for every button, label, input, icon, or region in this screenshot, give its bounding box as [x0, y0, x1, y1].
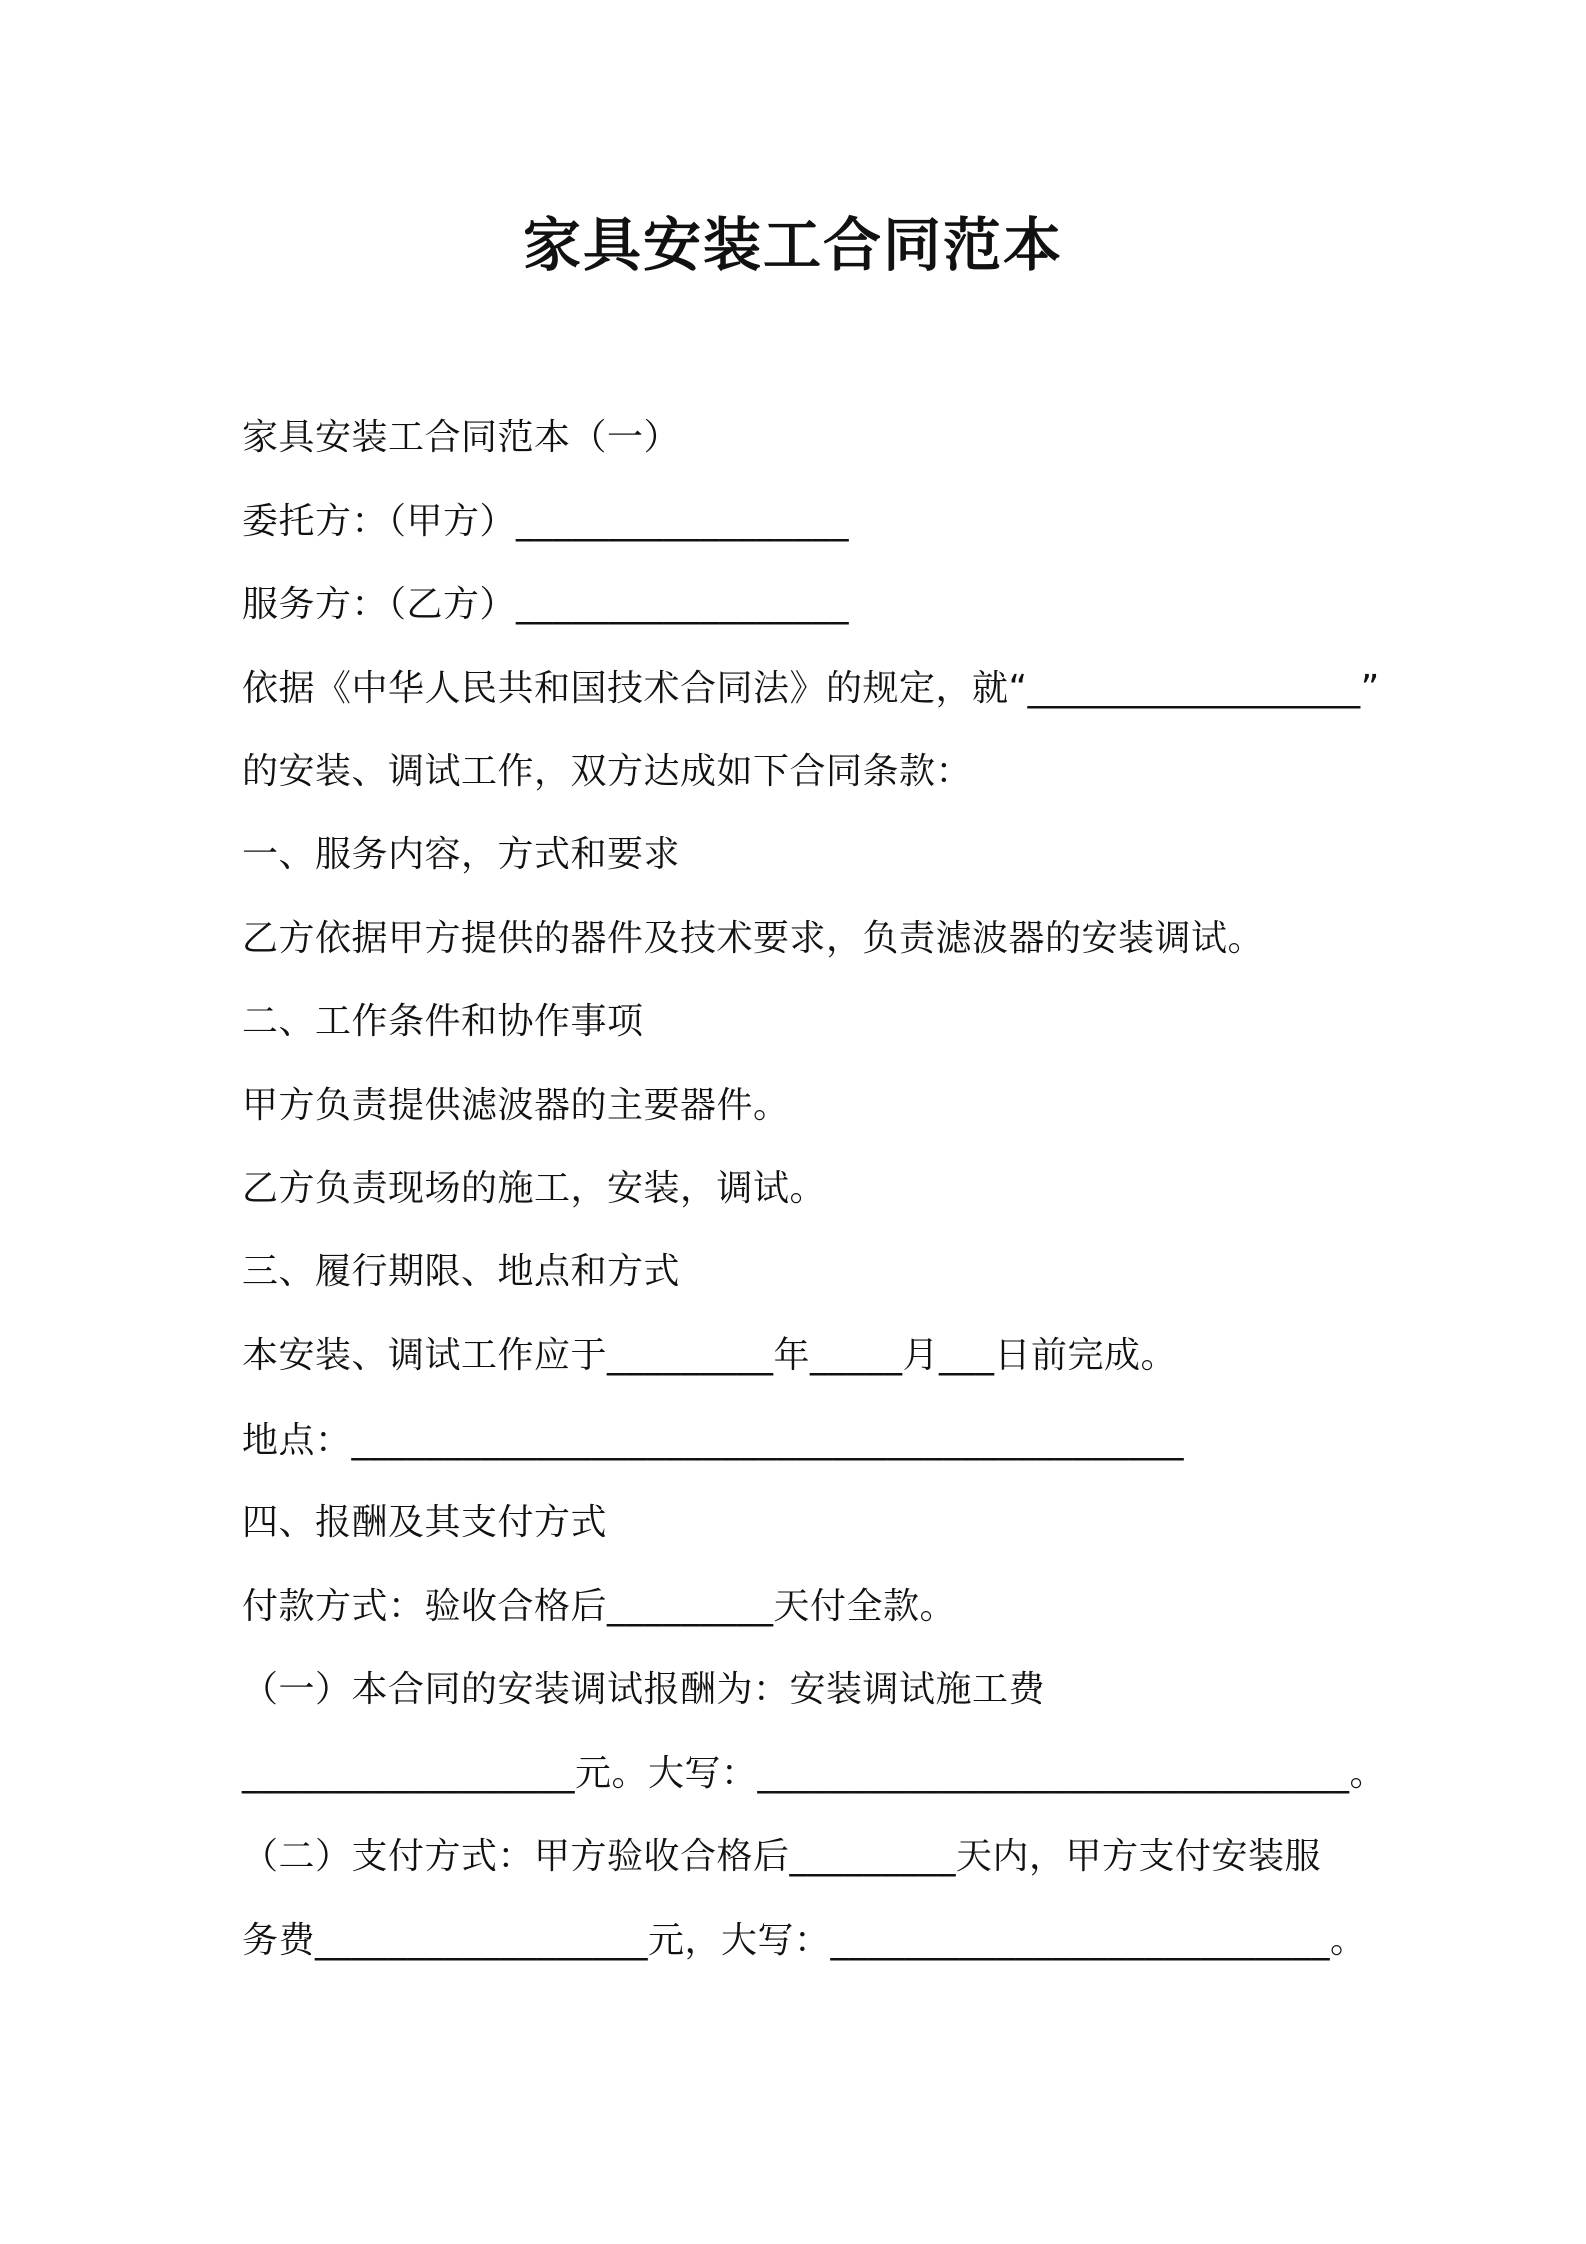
clause-heading-term-location: 三、履行期限、地点和方式	[242, 1251, 681, 1292]
payment-item-one-line: （一）本合同的安装调试报酬为：安装调试施工费	[242, 1669, 1046, 1710]
work-conditions-text-a: 甲方负责提供滤波器的主要器件。	[242, 1085, 790, 1126]
client-party-line: 委托方：（甲方）__________________	[242, 501, 850, 542]
payment-item-one-amount: __________________元。大写：________________________________。	[242, 1753, 1386, 1794]
payment-method-line: 付款方式：验收合格后_________天付全款。	[242, 1586, 957, 1627]
section-heading-contract-one: 家具安装工合同范本（一）	[242, 417, 681, 458]
location-line: 地点：_____________________________________________	[242, 1420, 1185, 1461]
payment-item-two-amount: 务费__________________元，大写：___________________________。	[242, 1920, 1367, 1961]
clause-heading-service-content: 一、服务内容，方式和要求	[242, 834, 681, 875]
work-conditions-text-b: 乙方负责现场的施工，安装，调试。	[242, 1168, 827, 1209]
completion-date-line: 本安装、调试工作应于_________年_____月___日前完成。	[242, 1335, 1178, 1376]
document-title: 家具安装工合同范本	[522, 211, 1063, 279]
service-content-text: 乙方依据甲方提供的器件及技术要求，负责滤波器的安装调试。	[242, 918, 1265, 959]
payment-item-two-line: （二）支付方式：甲方验收合格后_________天内，甲方支付安装服	[242, 1836, 1322, 1877]
clause-heading-payment: 四、报酬及其支付方式	[242, 1502, 608, 1543]
service-party-line: 服务方：（乙方）__________________	[242, 584, 850, 625]
clause-heading-work-conditions: 二、工作条件和协作事项	[242, 1001, 644, 1042]
legal-basis-continuation: 的安装、调试工作，双方达成如下合同条款：	[242, 751, 973, 792]
legal-basis-line: 依据《中华人民共和国技术合同法》的规定，就“__________________”	[242, 668, 1380, 709]
